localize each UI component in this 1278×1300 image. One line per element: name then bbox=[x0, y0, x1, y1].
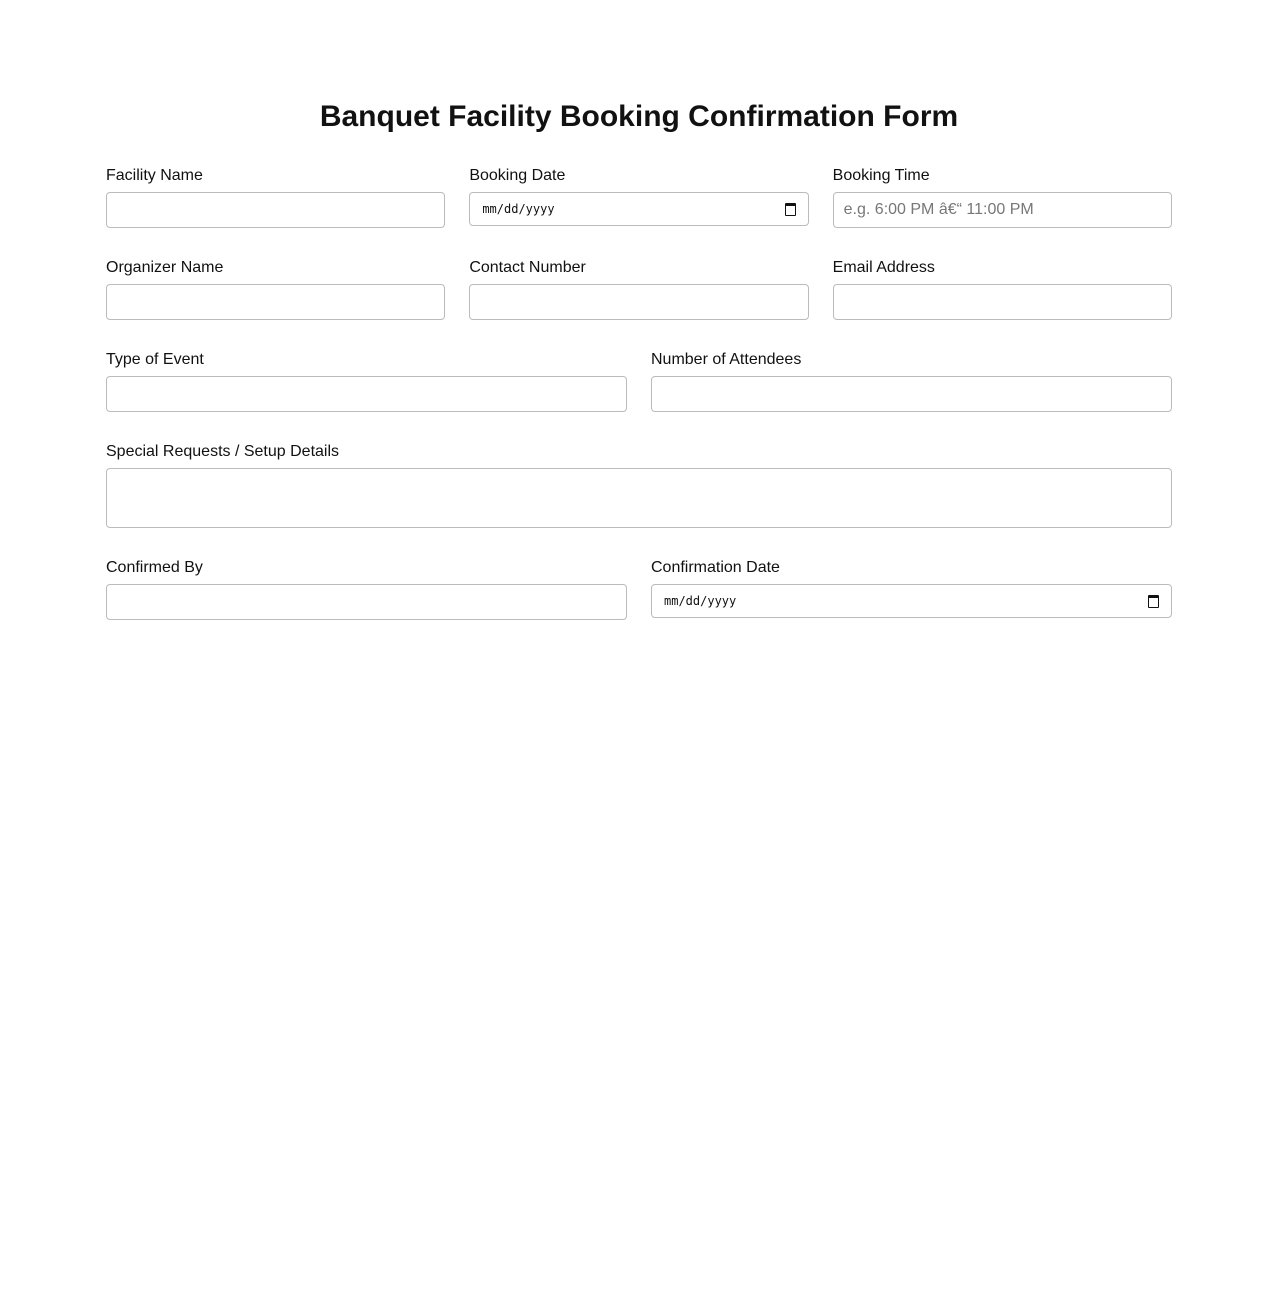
facility-name-label: Facility Name bbox=[106, 167, 203, 184]
email-address-input[interactable] bbox=[833, 284, 1172, 320]
event-type-input[interactable] bbox=[106, 376, 627, 412]
booking-date-input[interactable] bbox=[469, 192, 808, 226]
facility-name-input[interactable] bbox=[106, 192, 445, 228]
confirmation-date-placeholder: mm/dd/yyyy bbox=[664, 594, 737, 608]
calendar-icon[interactable] bbox=[1148, 595, 1159, 608]
booking-time-input[interactable] bbox=[833, 192, 1172, 228]
contact-number-input[interactable] bbox=[469, 284, 808, 320]
confirmed-by-label: Confirmed By bbox=[106, 559, 203, 576]
attendees-label: Number of Attendees bbox=[651, 351, 802, 368]
special-requests-label: Special Requests / Setup Details bbox=[106, 443, 340, 460]
calendar-icon[interactable] bbox=[785, 203, 796, 216]
attendees-input[interactable] bbox=[651, 376, 1172, 412]
booking-date-placeholder: mm/dd/yyyy bbox=[482, 202, 555, 216]
booking-date-label: Booking Date bbox=[469, 167, 566, 184]
booking-time-label: Booking Time bbox=[832, 167, 930, 184]
special-requests-textarea[interactable] bbox=[106, 468, 1172, 528]
page-title: Banquet Facility Booking Confirmation Form bbox=[319, 100, 959, 133]
confirmation-date-label: Confirmation Date bbox=[651, 559, 780, 576]
email-address-label: Email Address bbox=[832, 259, 935, 276]
confirmed-by-input[interactable] bbox=[106, 584, 627, 620]
contact-number-label: Contact Number bbox=[469, 259, 586, 276]
organizer-name-label: Organizer Name bbox=[106, 259, 224, 276]
confirmation-date-input[interactable] bbox=[651, 584, 1172, 618]
event-type-label: Type of Event bbox=[106, 351, 204, 368]
organizer-name-input[interactable] bbox=[106, 284, 445, 320]
